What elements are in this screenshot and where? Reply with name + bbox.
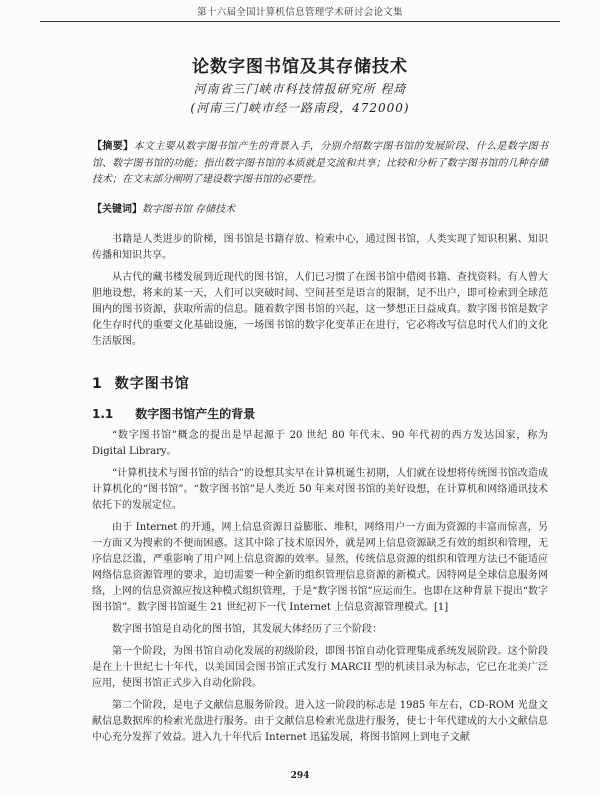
abstract-paragraph	[92, 139, 548, 189]
body-paragraph: 第一个阶段，为图书馆自动化发展的初级阶段，即图书馆自动化管理集成系统发展阶段。这个阶段是在上十世纪七十年代，以美国国会图书馆正式发行 MARCII 型的机读目录为标志，它已在北美广泛应用，使图书馆正式步入自动化阶段。	[92, 646, 548, 689]
keywords-text: 数字图书馆 存储技术	[142, 204, 236, 215]
abstract-label: 【摘要】	[92, 141, 134, 152]
intro-paragraph: 从古代的藏书楼发展到近现代的图书馆，人们已习惯了在图书馆中借阅书籍、查找资料。有人曾大胆地设想，将来的某一天，人们可以突破时间、空间甚至是语言的限制，足不出户，即可检索到全球范围内的图书资源，获取所需的信息。随着数字图书馆的兴起，这一梦想正日益成真。数字图书馆是数字化生存时代的重要文化基础设施，一场图书馆的数字化变革正在进行，它必将改写信息时代人们的文化生活版图。	[92, 272, 548, 347]
keywords-paragraph	[92, 202, 548, 219]
body-paragraph: “数字图书馆”概念的提出是早起源于 20 世纪 80 年代末、90 年代初的西方发达国家，称为 Digital Library。	[92, 430, 548, 457]
abstract-text: 本文主要从数字图书馆产生的背景入手，分别介绍数字图书馆的发展阶段、什么是数字图书馆、数字图书馆的功能；指出数字图书馆的本质就是交流和共享；比较和分析了数字图书馆的几种存储技术；在文末部分阐明了建设数字图书馆的必要性。	[92, 141, 549, 185]
subsection-heading-1-1	[92, 405, 255, 422]
body-paragraph: 数字图书馆是自动化的图书馆，其发展大体经历了三个阶段：	[112, 624, 382, 635]
body-paragraph: “计算机技术与图书馆的结合”的设想其实早在计算机诞生初期，人们就在设想将传统图书馆改造成计算机化的“图书馆”。“数字图书馆”是人类近 50 年来对图书馆的美好设想，在计算机和网络通讯技术依托下的发展定位。	[92, 468, 548, 511]
address-line: (河南三门峡市经一路南段，472000)	[190, 101, 410, 115]
body-section	[92, 428, 548, 752]
section-heading-1	[92, 373, 190, 393]
body-paragraph: 由于 Internet 的开通，网上信息资源日益膨胀、堆积，网络用户一方面为资源的丰富而惊喜，另一方面又为搜索的不便而困惑。这其中除了技术原因外，就是网上信息资源缺乏有效的组织和管理，无序信息泛滥，严重影响了用户网上信息资源的效率。显然，传统信息资源的组织和管理方法已不能适应网络信息资源管理的要求，迫切需要一种全新的组织管理信息资源的新模式。因特网是全球信息服务网络，上网的信息资源应按这种模式组织管理，于是“数字图书馆”应运而生。也即在这种背景下提出“数字图书馆”。数字图书馆诞生 21 世纪初下一代 Internet 上信息资源管理模式。[1]	[92, 522, 548, 613]
page-title: 论数字图书馆及其存储技术	[192, 57, 408, 77]
section-title: 数字图书馆	[114, 376, 190, 392]
subsection-title: 数字图书馆产生的背景	[135, 407, 256, 421]
keywords	[92, 202, 548, 225]
subsection-number: 1.1	[92, 407, 114, 421]
section-number: 1	[92, 376, 103, 392]
author-line: 河南省三门峡市科技情报研究所 程琦	[193, 82, 407, 96]
intro-paragraph: 书籍是人类进步的阶梯，图书馆是书籍存放、检索中心，通过图书馆，人类实现了知识积累、知识传播和知识共享。	[92, 234, 548, 261]
running-header: 第十六届全国计算机信息管理学术研讨会论文集	[40, 4, 560, 22]
abstract	[92, 139, 548, 195]
page-number: 294	[290, 771, 310, 781]
intro-section	[92, 232, 548, 356]
body-paragraph: 第二个阶段，是电子文献信息服务阶段。进入这一阶段的标志是 1985 年左右，CD-ROM 光盘文献信息数据库的检索光盘进行服务。由于文献信息检索光盘进行服务，使七十年代建成的大小文献信息中心充分发挥了效益。进入九十年代后 Internet 迅猛发展，将图书馆网上到电子文献	[92, 700, 548, 743]
keywords-label: 【关键词】	[92, 204, 142, 215]
